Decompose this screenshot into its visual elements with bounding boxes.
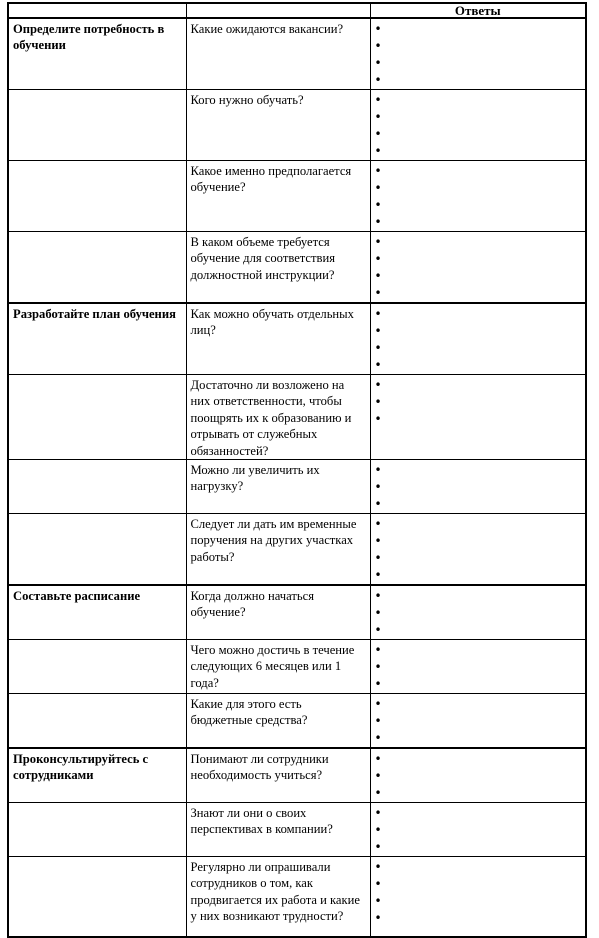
table-row — [8, 640, 586, 694]
question-cell: Чего можно достичь в течение следующих 6 месяцев или 1 года? — [186, 640, 370, 694]
table-row — [8, 18, 586, 90]
answer-bullet — [375, 306, 586, 323]
answer-bullet — [375, 730, 586, 747]
table-row — [8, 303, 586, 375]
section-cell — [8, 514, 186, 586]
answer-bullet — [375, 143, 586, 160]
answer-bullet — [375, 785, 586, 802]
answer-bullet — [375, 21, 586, 38]
section-cell: Разработайте план обучения — [8, 303, 186, 375]
question-cell: В каком объеме требуется обучение для соответствия должностной инструкции? — [186, 232, 370, 304]
answer-bullet — [375, 126, 586, 143]
question-cell: Какое именно предполагается обучение? — [186, 161, 370, 232]
answer-bullet — [375, 462, 586, 479]
answer-bullet — [375, 805, 586, 822]
question-cell: Понимают ли сотрудники необходимость учиться? — [186, 748, 370, 803]
answers-cell — [370, 694, 586, 749]
section-cell — [8, 857, 186, 937]
section-cell — [8, 460, 186, 514]
header-col-section — [8, 3, 186, 18]
answer-bullet — [375, 713, 586, 730]
answers-cell — [370, 460, 586, 514]
table-row — [8, 803, 586, 857]
answers-cell — [370, 303, 586, 375]
answer-bullet — [375, 822, 586, 839]
answer-bullet — [375, 479, 586, 496]
answers-cell — [370, 640, 586, 694]
answer-bullet — [375, 588, 586, 605]
table-row — [8, 375, 586, 460]
answer-bullet — [375, 411, 586, 428]
answer-bullet — [375, 251, 586, 268]
header-col-answers: Ответы — [370, 3, 586, 18]
answer-bullet — [375, 696, 586, 713]
question-cell: Как можно обучать отдельных лиц? — [186, 303, 370, 375]
table-row — [8, 514, 586, 586]
answer-bullet — [375, 377, 586, 394]
question-cell: Какие ожидаются вакансии? — [186, 18, 370, 90]
answer-bullet — [375, 605, 586, 622]
answer-bullet — [375, 394, 586, 411]
answer-bullet — [375, 268, 586, 285]
answer-bullet — [375, 751, 586, 768]
answer-bullet — [375, 876, 586, 893]
question-cell: Кого нужно обучать? — [186, 90, 370, 161]
table-row — [8, 232, 586, 304]
section-cell: Определите потребность в обучении — [8, 18, 186, 90]
answer-bullet — [375, 839, 586, 856]
answer-bullet — [375, 214, 586, 231]
table-row — [8, 748, 586, 803]
answers-cell — [370, 375, 586, 460]
section-cell: Проконсультируйтесь с сотрудниками — [8, 748, 186, 803]
answer-bullet — [375, 234, 586, 251]
table-row — [8, 460, 586, 514]
section-cell: Составьте расписание — [8, 585, 186, 640]
training-plan-table — [7, 2, 587, 938]
answer-bullet — [375, 768, 586, 785]
question-cell: Регулярно ли опрашивали сотрудников о том, как продвигается их работа и какие у них возникают трудности? — [186, 857, 370, 937]
answer-bullet — [375, 622, 586, 639]
question-cell: Какие для этого есть бюджетные средства? — [186, 694, 370, 749]
answer-bullet — [375, 659, 586, 676]
table-row — [8, 857, 586, 937]
section-cell — [8, 694, 186, 749]
answer-bullet — [375, 910, 586, 927]
answers-cell — [370, 232, 586, 304]
answers-cell — [370, 161, 586, 232]
answer-bullet — [375, 340, 586, 357]
table-body — [8, 18, 586, 937]
answer-bullet — [375, 92, 586, 109]
answer-bullet — [375, 516, 586, 533]
question-cell: Достаточно ли возложено на них ответственности, чтобы поощрять их к образованию и отрывать от служебных обязанностей? — [186, 375, 370, 460]
answers-cell — [370, 857, 586, 937]
answer-bullet — [375, 496, 586, 513]
section-cell — [8, 375, 186, 460]
answers-cell — [370, 18, 586, 90]
answer-bullet — [375, 163, 586, 180]
answer-bullet — [375, 72, 586, 89]
header-col-question — [186, 3, 370, 18]
table-row — [8, 90, 586, 161]
question-cell: Когда должно начаться обучение? — [186, 585, 370, 640]
table-row — [8, 161, 586, 232]
answer-bullet — [375, 55, 586, 72]
table-row — [8, 585, 586, 640]
answer-bullet — [375, 567, 586, 584]
answer-bullet — [375, 859, 586, 876]
answers-cell — [370, 748, 586, 803]
answer-bullet — [375, 38, 586, 55]
answer-bullet — [375, 197, 586, 214]
section-cell — [8, 232, 186, 304]
answers-cell — [370, 803, 586, 857]
answer-bullet — [375, 109, 586, 126]
section-cell — [8, 161, 186, 232]
question-cell: Можно ли увеличить их нагрузку? — [186, 460, 370, 514]
answer-bullet — [375, 357, 586, 374]
section-cell — [8, 90, 186, 161]
answer-bullet — [375, 642, 586, 659]
answer-bullet — [375, 323, 586, 340]
answer-bullet — [375, 285, 586, 302]
table-row — [8, 694, 586, 749]
answers-cell — [370, 90, 586, 161]
section-cell — [8, 803, 186, 857]
answers-cell — [370, 514, 586, 586]
header-row — [8, 3, 586, 18]
section-cell — [8, 640, 186, 694]
question-cell: Знают ли они о своих перспективах в компании? — [186, 803, 370, 857]
answers-cell — [370, 585, 586, 640]
answer-bullet — [375, 550, 586, 567]
answer-bullet — [375, 180, 586, 197]
answer-bullet — [375, 676, 586, 693]
answer-bullet — [375, 893, 586, 910]
question-cell: Следует ли дать им временные поручения на других участках работы? — [186, 514, 370, 586]
answer-bullet — [375, 533, 586, 550]
